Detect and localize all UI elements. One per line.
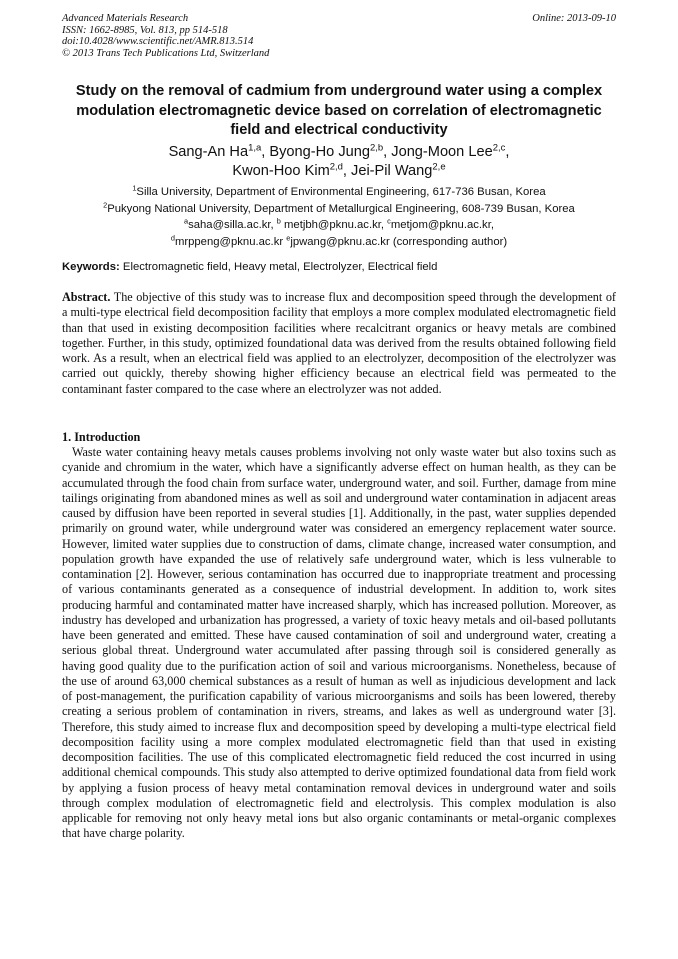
- abstract-text: The objective of this study was to increase flux and decomposition speed through the development of a multi-type electrical field decomposition facility that employs a more complex modulated electromagnetic field than that used in existing decomposition facilities where recalcitrant organics or heavy metals are combined together. Further, in this study, optimized foundational data was derived from the results obtained following field work. As a result, when an electrical field was applied to an electrolyzer, decomposition of the electrolyzer was carried out quickly, thereby showing higher efficiency because an electrical field was permeated to the contaminant faster compared to the case where an electrolyzer was not added.: [62, 290, 616, 396]
- author-name: Jong-Moon Lee: [391, 144, 493, 160]
- author-sep: ,: [505, 144, 510, 160]
- keywords-text: Electromagnetic field, Heavy metal, Electrolyzer, Electrical field: [119, 261, 438, 273]
- keywords-label: Keywords:: [62, 261, 120, 273]
- email-text[interactable]: jpwang@pknu.ac.kr (corresponding author): [290, 235, 508, 248]
- email-sup: b: [276, 216, 281, 226]
- author-list: [62, 143, 616, 181]
- affiliation-line: [62, 201, 616, 218]
- author-sup: 2,d: [329, 161, 343, 173]
- author-line: [62, 143, 616, 162]
- author-sep: ,: [261, 144, 270, 160]
- author-name: Jei-Pil Wang: [351, 163, 433, 179]
- online-date: Online: 2013-09-10: [532, 13, 616, 24]
- affiliation-sup: 2: [103, 200, 108, 210]
- author-sup: 1,a: [248, 142, 262, 154]
- email-sup: e: [286, 233, 291, 243]
- author-sup: 2,c: [492, 142, 506, 154]
- author-sup: 2,b: [369, 142, 384, 154]
- author-name: Kwon-Hoo Kim: [232, 163, 330, 179]
- affiliation-line: [62, 184, 616, 201]
- email-sup: c: [387, 216, 391, 226]
- journal-issn: ISSN: 1662-8985, Vol. 813, pp 514-518: [62, 24, 228, 36]
- author-line: [62, 162, 616, 181]
- paper-title: Study on the removal of cadmium from underground water using a complex modulation electromagnetic device based on correlation of electromagnetic field and electrical conductivity: [75, 83, 603, 138]
- journal-doi[interactable]: doi:10.4028/www.scientific.net/AMR.813.514: [62, 36, 254, 47]
- affiliation-text: Pukyong National University, Department of Metallurgical Engineering, 608-739 Busan, Korea: [107, 202, 575, 215]
- journal-header: [62, 13, 269, 59]
- email-text[interactable]: mrppeng@pknu.ac.kr: [174, 235, 287, 248]
- email-text[interactable]: saha@silla.ac.kr,: [188, 219, 277, 231]
- author-sep: ,: [342, 163, 352, 179]
- introduction-body: Waste water containing heavy metals causes problems involving not only waste water but also toxins such as cyanide and chromium in the water, which have a significantly adverse effect on human health, as they can be accumulated through the food chain from surface water, underground water, and soil. Further, damage from mine tailings originating from abandoned mines as well as soil and underground water contamination in adjacent areas caused by diffusion have been reported in several studies [1]. Additionally, in the past, water supplies depended primarily on ground water, while underground water was considered an emergency replacement water source. However, limited water supplies due to construction of dams, climate change, increased water consumption, and population growth have expanded the use of relatively safe underground water, which is less vulnerable to contamination [2]. However, serious contamination has occurred due to inappropriate treatment and processing of various contaminants generated as a consequence of industrial development. In addition to, work sites producing harmful and contaminated matter have increased sharply, which has increased pollution. Moreover, as industry has developed and urbanization has progressed, a variety of toxic heavy metals and oil-based pollutants have been generated and emitted. These have caused contamination of soil and underground water, creating a serious global threat. Underground water accumulated after passing through soil is considered generally as having good quality due to the purification action of soil and various microorganisms. Nonetheless, because of the use of around 63,000 chemical substances as a result of human as well as injudicious development and lack of post-management, the purification capability of various microorganisms and soils has been lowered, thereby creating a serious problem of contamination in rivers, streams, and lakes as well as underground water [3]. Therefore, this study aimed to increase flux and decomposition speed by developing a multi-type electrical field decomposition facility using a more complex modulated electromagnetic field than that used in existing decomposition facilities. The use of this complicated electromagnetic field reduced the cost incurred in using additional chemical compounds. This study also attempted to derive optimized foundational data from field work by applying a fusion process of heavy metal contamination removal devices in underground water and soils through complex modulation of electromagnetic field and electrolysis. This complex modulation is also applicable for removing not only heavy metal ions but also organic contaminants or metal-organic complexes that have charge polarity.: [62, 445, 616, 841]
- email-sup: d: [170, 233, 175, 243]
- email-text[interactable]: metjbh@pknu.ac.kr,: [280, 219, 388, 231]
- journal-name: Advanced Materials Research: [62, 13, 189, 24]
- section-heading-introduction: 1. Introduction: [62, 430, 141, 444]
- keywords: [62, 260, 616, 275]
- email-line: [62, 217, 616, 234]
- author-name: Byong-Ho Jung: [269, 144, 370, 160]
- affiliation-text: Silla University, Department of Environmental Engineering, 617-736 Busan, Korea: [136, 186, 546, 198]
- abstract-label: Abstract.: [62, 290, 111, 304]
- author-sup: 2,e: [432, 161, 446, 173]
- email-sup: a: [184, 216, 189, 226]
- affiliation-sup: 1: [132, 183, 137, 193]
- journal-copyright: © 2013 Trans Tech Publications Ltd, Switzerland: [62, 47, 270, 59]
- author-sep: ,: [383, 144, 392, 160]
- affiliations: [62, 184, 616, 250]
- email-line: [62, 234, 616, 251]
- abstract: [62, 290, 616, 397]
- author-name: Sang-An Ha: [168, 144, 249, 160]
- email-text[interactable]: metjom@pknu.ac.kr,: [390, 219, 494, 231]
